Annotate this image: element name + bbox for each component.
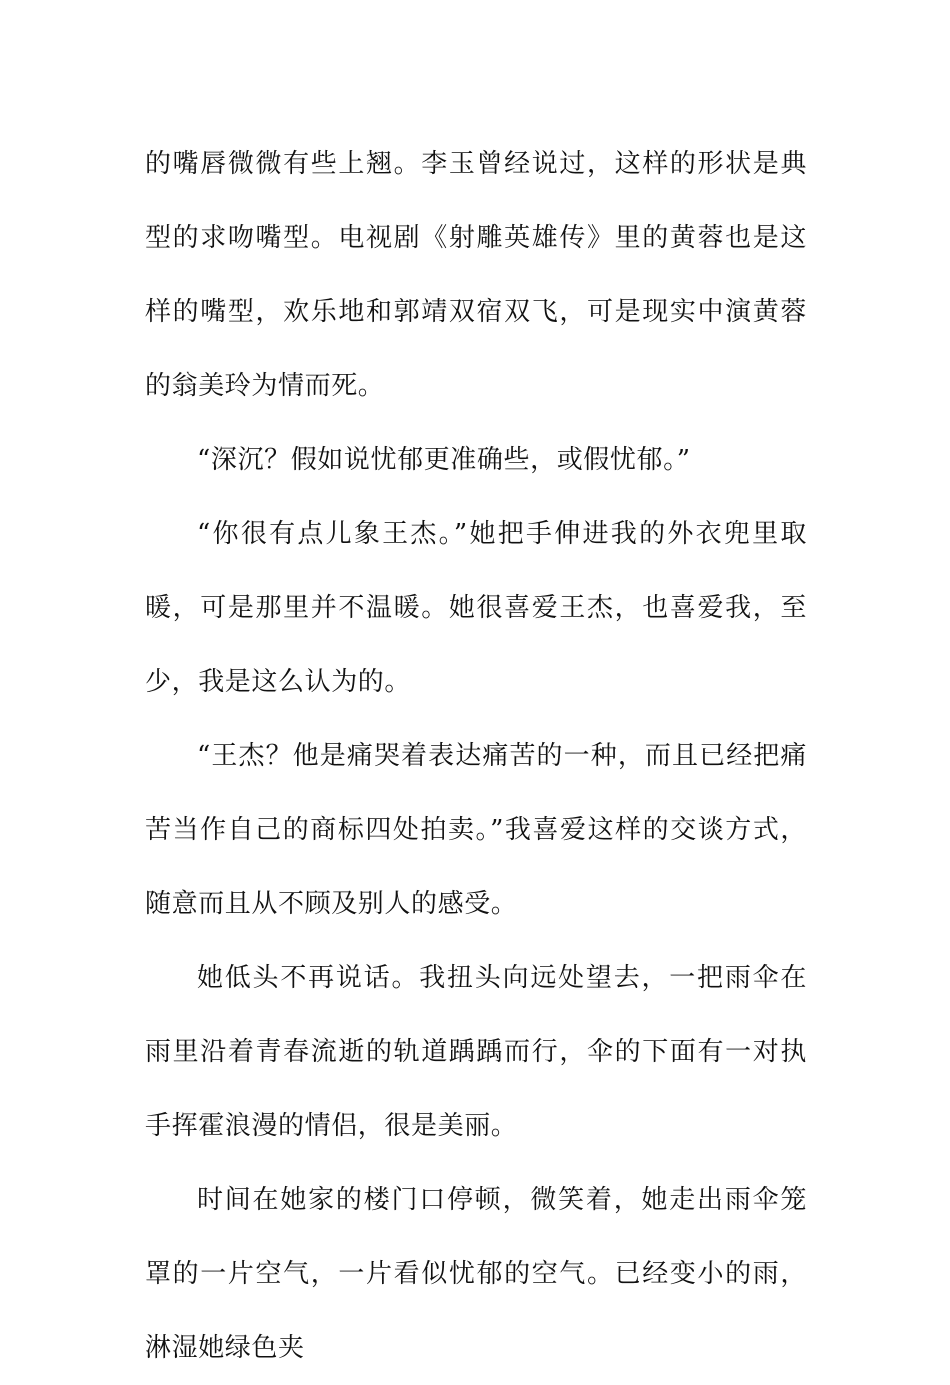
paragraph-5: 她低头不再说话。我扭头向远处望去，一把雨伞在雨里沿着青春流逝的轨道踽踽而行，伞的下面有一对执手挥霍浪漫的情侣，很是美丽。 [145, 963, 807, 1141]
paragraph-6: 时间在她家的楼门口停顿，微笑着，她走出雨伞笼罩的一片空气，一片看似忧郁的空气。已经变小的雨，淋湿她绿色夹 [145, 1185, 807, 1363]
body-text [145, 127, 807, 1385]
paragraph-4: “王杰？他是痛哭着表达痛苦的一种，而且已经把痛苦当作自己的商标四处拍卖。”我喜爱这样的交谈方式，随意而且从不顾及别人的感受。 [145, 741, 807, 919]
paragraph-1: 的嘴唇微微有些上翘。李玉曾经说过，这样的形状是典型的求吻嘴型。电视剧《射雕英雄传》里的黄蓉也是这样的嘴型，欢乐地和郭靖双宿双飞，可是现实中演黄蓉的翁美玲为情而死。 [145, 149, 807, 401]
paragraph-2: “深沉？假如说忧郁更准确些，或假忧郁。” [197, 445, 691, 475]
paragraph-3: “你很有点儿象王杰。”她把手伸进我的外衣兜里取暖，可是那里并不温暖。她很喜爱王杰，也喜爱我，至少，我是这么认为的。 [145, 519, 807, 697]
